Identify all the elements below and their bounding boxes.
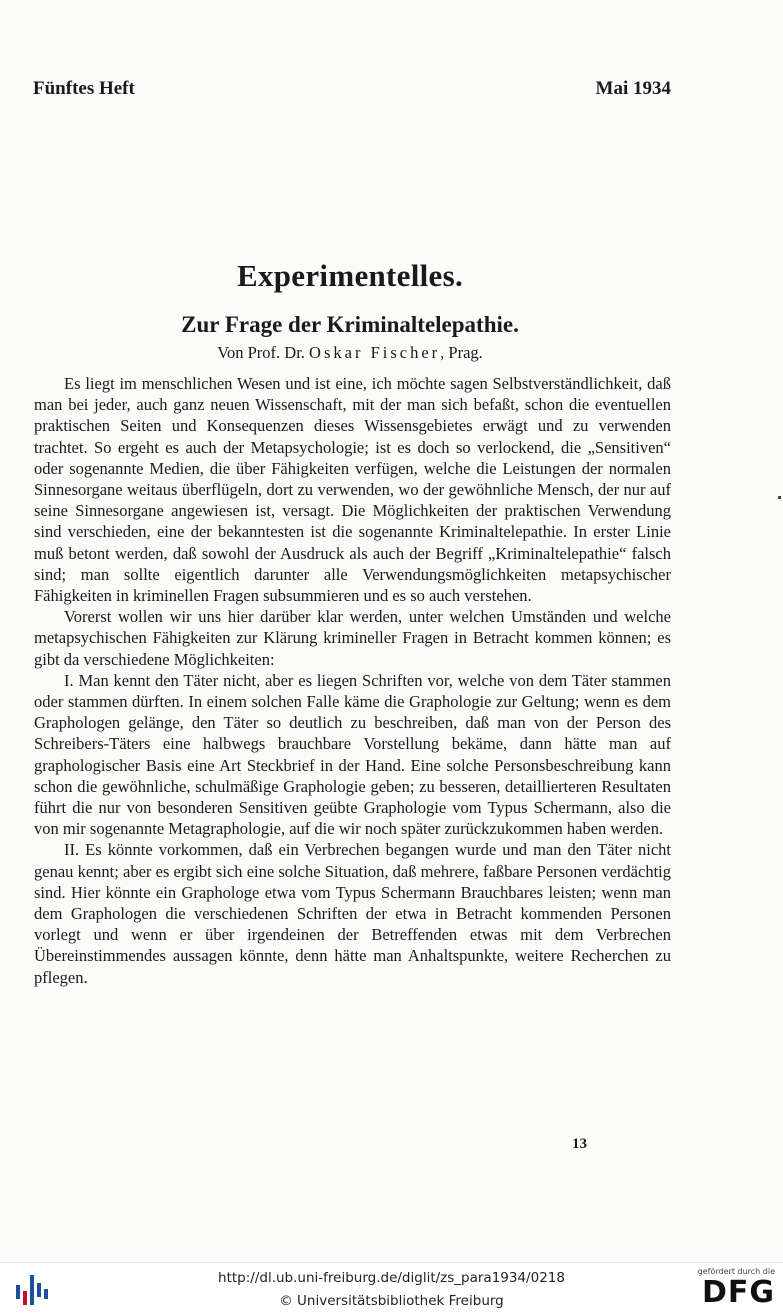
footer-bar xyxy=(0,1262,783,1314)
funding-caption: gefördert durch die xyxy=(697,1267,775,1276)
article-title: Zur Frage der Kriminaltelepathie. xyxy=(181,312,519,337)
section-title: Experimentelles. xyxy=(236,258,464,293)
paragraph: I. Man kennt den Täter nicht, aber es liegen Schriften vor, welche von dem Täter stammen oder stammen dürften. In einem solchen Falle käme die Graphologie zur Geltung; wenn es dem Graphologen gelänge, den Täter so deutlich zu beschreiben, daß man von der Person des Schreibers-Täters eine halbwegs brauchbare Vorstellung bekäme, dann hätte man auf graphologischer Basis eine Art Steckbrief in der Hand. Eine solche Personsbeschreibung kann schon die gewöhnliche, schulmäßige Graphologie geben; zu besseren, detaillierteren Resultaten führt die nur von besonderen Sensitiven geübte Graphologie vom Typus Schermann, also die von mir sogenannte Metagraphologie, auf die wir noch später zurückzukommen haben werden. xyxy=(34,670,671,839)
paragraph: II. Es könnte vorkommen, daß ein Verbrechen begangen wurde und man den Täter nicht genau kennt; aber es ergibt sich eine solche Situation, daß mehrere, faßbare Personen verdächtig sind. Hier könnte ein Graphologe etwa vom Typus Schermann Brauchbares leisten; wenn man dem Graphologen die verschiedenen Schriften der etwa in Betracht kommenden Personen vorlegt und wenn er über irgendeinen der Betreffenden etwas mit dem Verbrechen Übereinstimmendes aussagen könnte, denn hätte man Anhaltspunkte, weitere Recherchen zu pflegen. xyxy=(34,840,671,987)
copyright-notice: © Universitätsbibliothek Freiburg xyxy=(279,1293,504,1309)
scan-speck xyxy=(778,496,781,499)
page-number: 13 xyxy=(572,1136,587,1152)
dfg-logo-icon: DFG xyxy=(701,1275,775,1310)
paragraph: Es liegt im menschlichen Wesen und ist eine, ich möchte sagen Selbstverständlichkeit, daß man bei jeder, auch ganz neuen Wissenschaft, mit der man sich befaßt, schon die eventuellen praktischen Seiten und Konsequenzen dieses Wissensgebietes erwägt und zu verwenden trachtet. So ergeht es auch der Metapsychologie; ist es doch so verlockend, die „Sensitiven“ oder sogenannte Medien, die über Fähigkeiten verfügen, welche die Leistungen der normalen Sinnesorgane weitaus überflügeln, dort zu verwenden, wo der gewöhnliche Mensch, der nur auf seine Sinnesorgane angewiesen ist, versagt. Die Möglichkeiten der praktischen Verwendung sind verschieden, eine der bekanntesten ist die sogenannte Kriminaltelepathie. In erster Linie muß betont werden, daß sowohl der Ausdruck als auch der Begriff „Kriminaltelepathie“ falsch sind; man sollte eigentlich darunter alle Verwendungsmöglichkeiten metapsychischer Fähigkeiten in kriminellen Fragen subsummieren und es so auch verstehen. xyxy=(34,374,671,606)
issue-label: Fünftes Heft xyxy=(33,78,135,99)
issue-date: Mai 1934 xyxy=(595,78,671,99)
article-body xyxy=(34,373,671,988)
byline xyxy=(0,343,700,363)
byline-prefix: Von Prof. Dr. xyxy=(217,343,305,362)
byline-suffix: , Prag. xyxy=(440,343,483,362)
permalink[interactable]: http://dl.ub.uni-freiburg.de/diglit/zs_para1934/0218 xyxy=(218,1270,565,1286)
author-name: Oskar Fischer xyxy=(309,343,441,362)
paragraph: Vorerst wollen wir uns hier darüber klar werden, unter welchen Umständen und welche metapsychischen Fähigkeiten zur Klärung krimineller Fragen in Betracht kommen können; es gibt da verschiedene Möglichkeiten: xyxy=(34,607,671,669)
funder-block xyxy=(691,1267,775,1311)
